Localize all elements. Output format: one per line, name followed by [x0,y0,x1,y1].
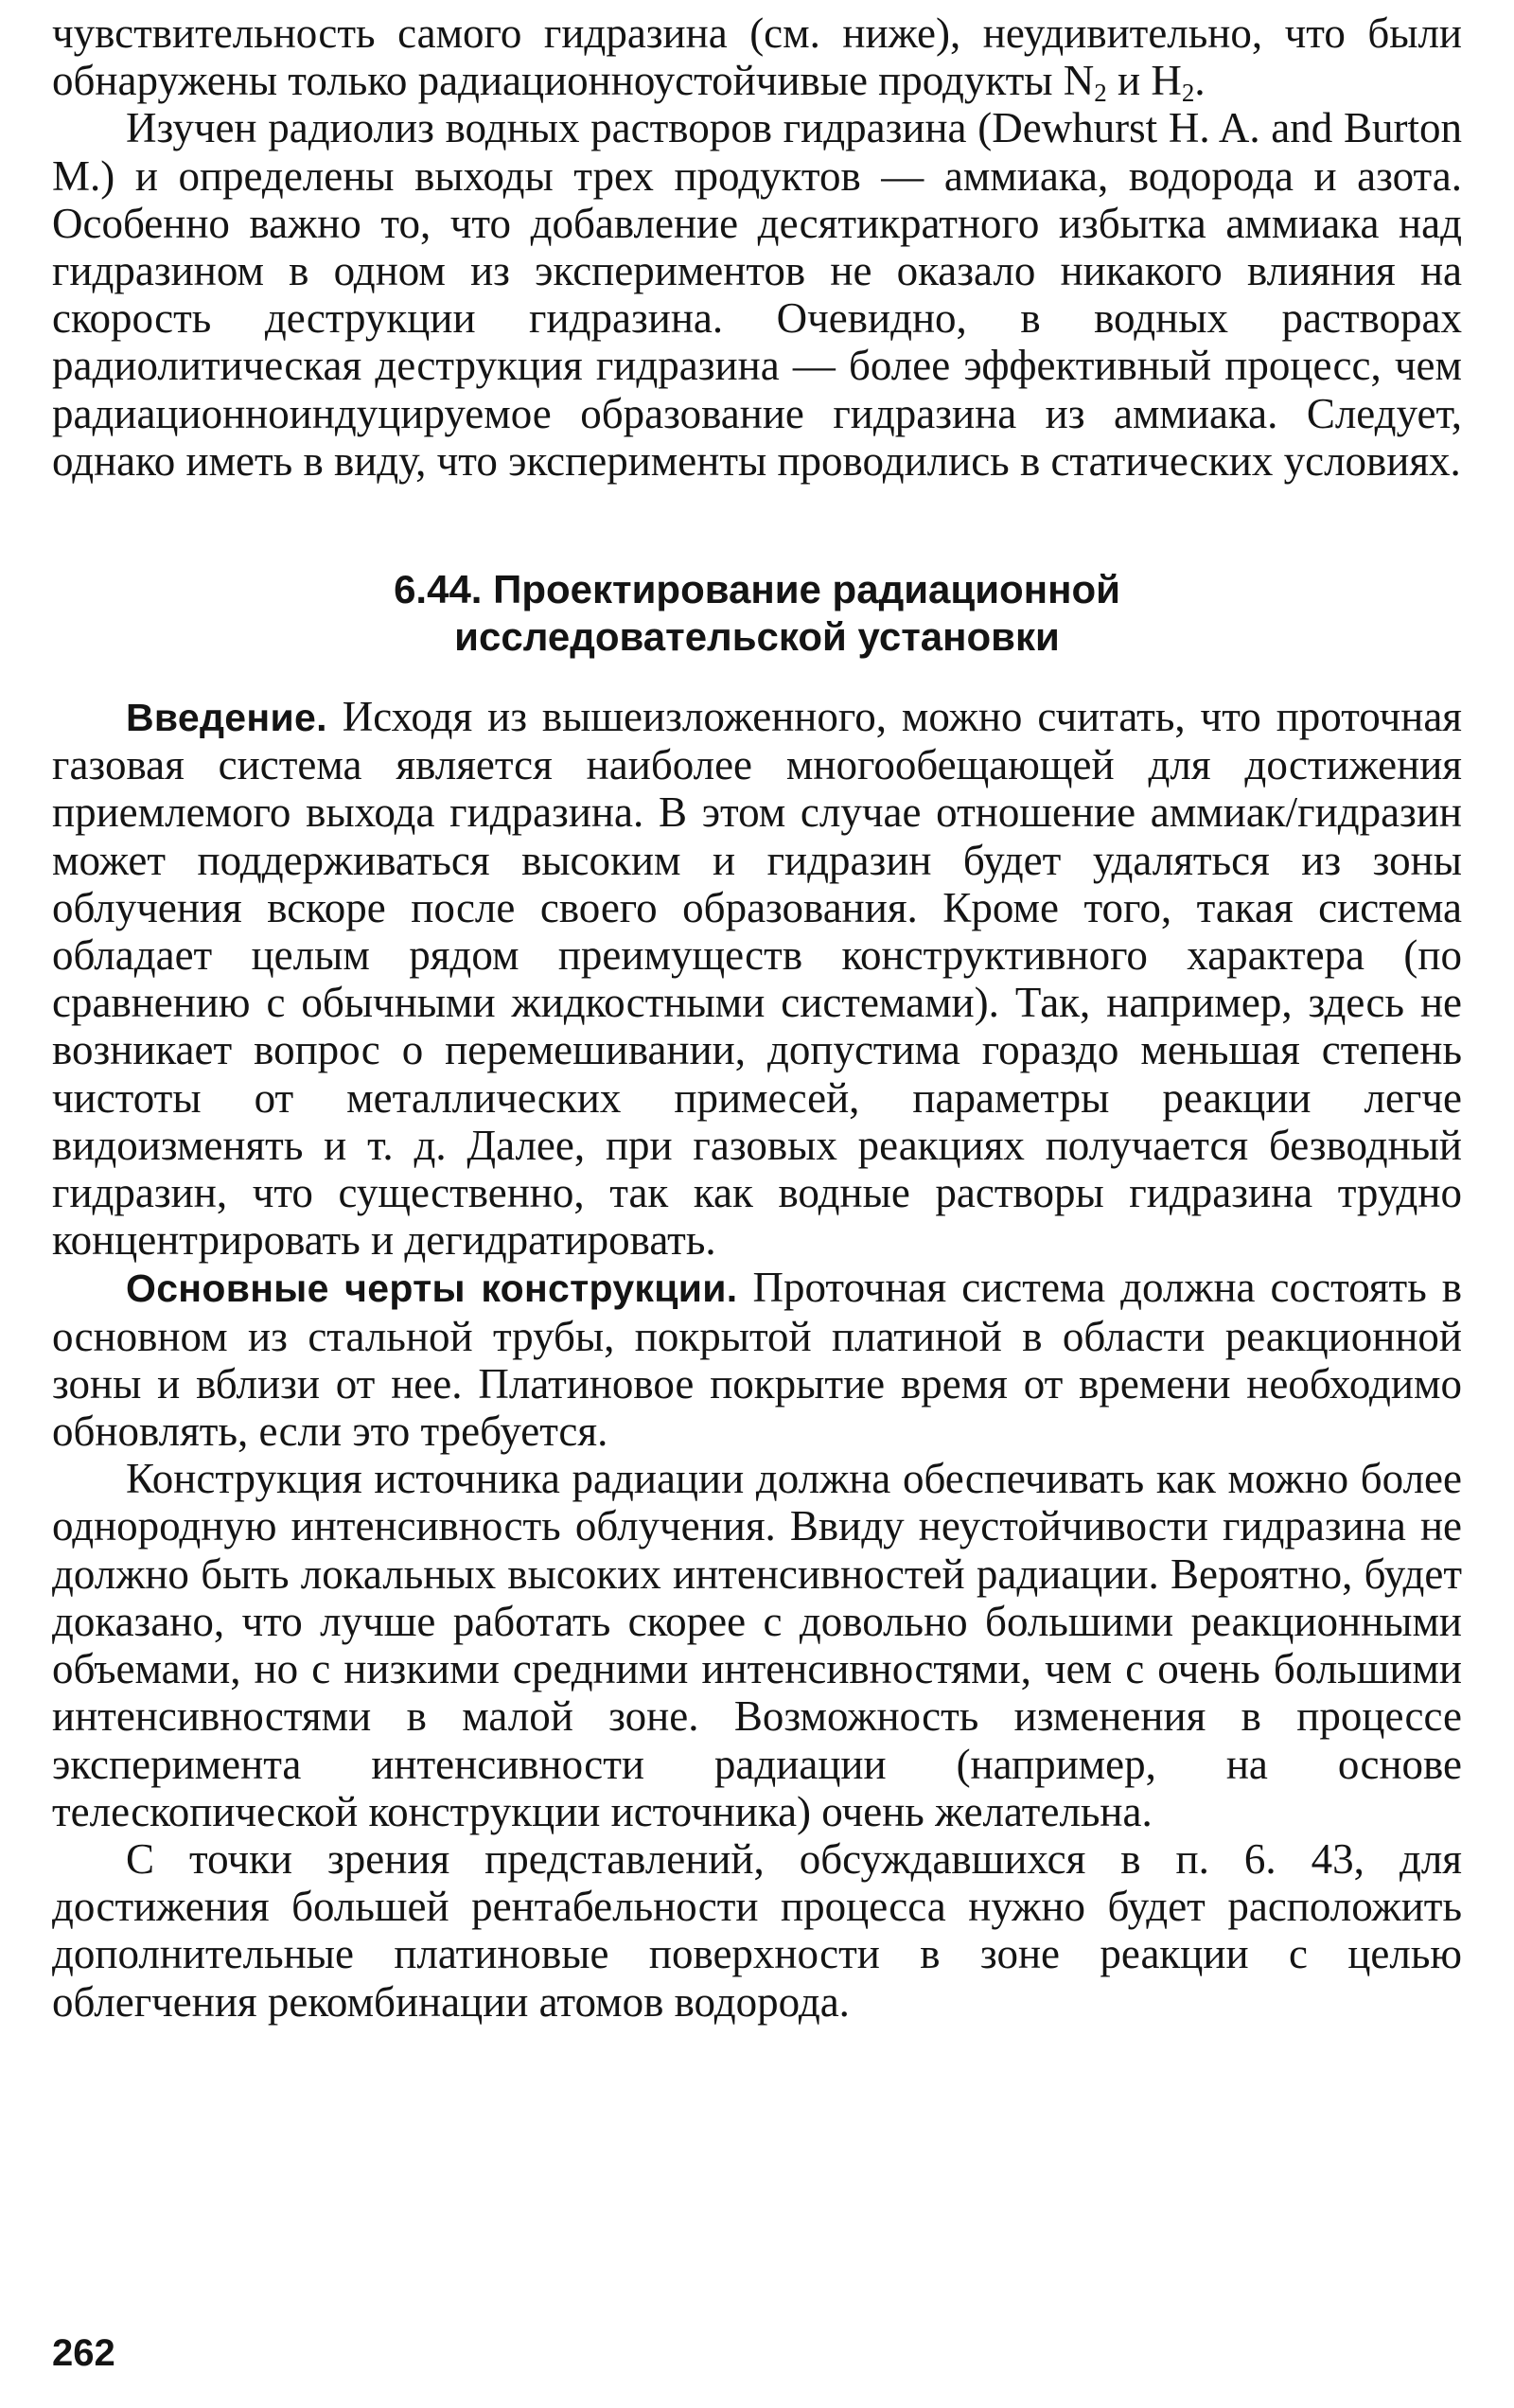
section-heading [52,566,1462,661]
platinum-surfaces-paragraph: С точки зрения представлений, обсуждавшихся в п. 6. 43, для достижения большей рентабельности процесса нужно будет расположить дополнительные платиновые поверхности в зоне реакции с целью облегчения рекомбинации атомов водорода. [52,1834,1462,2026]
introduction-lead: Введение. [126,696,327,740]
design-features-lead: Основные черты конструкции. [126,1266,738,1311]
intro-text: чувствительность самого гидразина (см. ниже), неудивительно, что были обнаружены только радиационноустойчивые продукты N [52,9,1462,105]
section-heading-line1: 6.44. Проектирование радиационной [394,567,1120,612]
intro-end-text: . [1194,57,1206,105]
nitrogen-subscript: 2 [1094,78,1107,107]
section-heading-line2: исследовательской установки [454,614,1060,660]
intro-mid-text: и H [1106,57,1182,105]
intro-paragraph [52,9,1462,107]
radiolysis-paragraph: Изучен радиолиз водных растворов гидразина (Dewhurst H. A. and Burton M.) и определены выходы трех продуктов — аммиака, водорода и азота. Особенно важно то, что добавление десятикратного избытка аммиака над гидразином в одном из экспериментов не оказало никакого влияния на скорость деструкции гидразина. Очевидно, в водных растворах радиолитическая деструкция гидразина — более эффективный процесс, чем радиационноиндуцируемое образование гидразина из аммиака. Следует, однако иметь в виду, что эксперименты проводились в статических условиях. [52,104,1462,485]
hydrogen-subscript: 2 [1181,78,1195,107]
page-number: 262 [52,2332,115,2374]
introduction-paragraph [52,693,1462,1264]
design-features-body: Проточная система должна состоять в основном из стальной трубы, покрытой платиной в области реакционной зоны и вблизи от нее. Платиновое покрытие время от времени необходимо обновлять, если это требуется. [52,1264,1463,1456]
radiation-source-paragraph: Конструкция источника радиации должна обеспечивать как можно более однородную интенсивность облучения. Ввиду неустойчивости гидразина не должно быть локальных высоких интенсивностей радиации. Вероятно, будет доказано, что лучше работать скорее с довольно большими реакционными объемами, но с низкими средними интенсивностями, чем с очень большими интенсивностями в малой зоне. Возможность изменения в процессе эксперимента интенсивности радиации (например, на основе телескопической конструкции источника) очень желательна. [52,1455,1462,1835]
book-page [52,9,1462,2395]
design-features-paragraph [52,1264,1462,1455]
introduction-body: Исходя из вышеизложенного, можно считать, что проточная газовая система является наиболее многообещающей для достижения приемлемого выхода гидразина. В этом случае отношение аммиак/гидразин может поддерживаться высоким и гидразин будет удаляться из зоны облучения вскоре после своего образования. Кроме того, такая система обладает целым рядом преимуществ конструктивного характера (по сравнению с обычными жидкостными системами). Так, например, здесь не возникает вопрос о перемешивании, допустима гораздо меньшая степень чистоты от металлических примесей, параметры реакции легче видоизменять и т. д. Далее, при газовых реакциях получается безводный гидразин, что существенно, так как водные растворы гидразина трудно концентрировать и дегидратировать. [52,693,1462,1265]
